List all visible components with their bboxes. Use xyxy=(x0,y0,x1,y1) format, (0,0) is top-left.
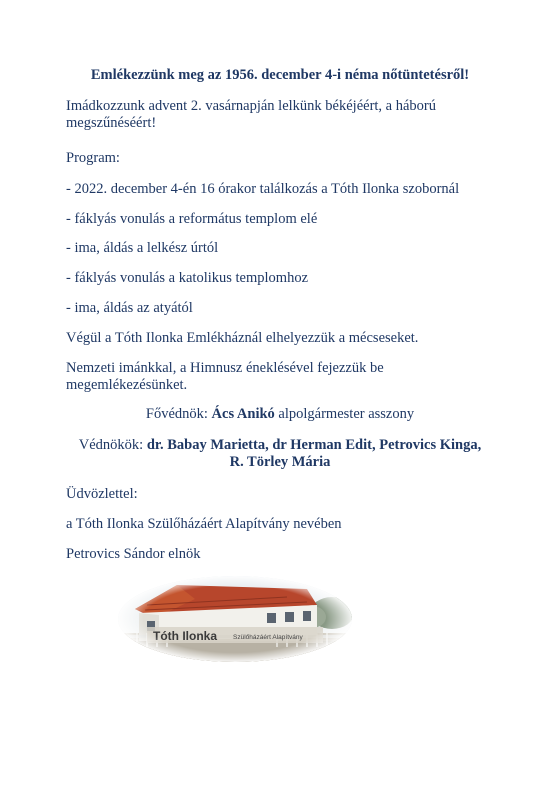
candles-paragraph: Végül a Tóth Ilonka Emlékháznál elhelyezzük a mécseseket. xyxy=(66,330,419,346)
patron-role: alpolgármester asszony xyxy=(274,406,415,422)
patrons-names-2: R. Törley Mária xyxy=(229,454,331,470)
patrons-label: Védnökök: xyxy=(78,437,147,453)
program-item: - fáklyás vonulás a katolikus templomhoz xyxy=(66,270,309,286)
patron-line xyxy=(40,406,520,423)
memorial-house-photo xyxy=(117,575,353,663)
patron-name: Ács Anikó xyxy=(211,406,275,422)
intro-paragraph: Imádkozzunk advent 2. vasárnapján lelkünk békéjéért, a háború megszűnéséért! xyxy=(66,98,437,131)
program-item: - ima, áldás a lelkész úrtól xyxy=(66,240,219,256)
patrons-line xyxy=(40,437,520,471)
signature-org: a Tóth Ilonka Szülőházáért Alapítvány nevében xyxy=(66,516,342,532)
signature-name: Petrovics Sándor elnök xyxy=(66,546,201,562)
photo-content xyxy=(117,575,353,663)
program-item: - 2022. december 4-én 16 órakor találkozás a Tóth Ilonka szobornál xyxy=(66,181,460,197)
program-item: - ima, áldás az atyától xyxy=(66,300,193,316)
program-item: - fáklyás vonulás a református templom elé xyxy=(66,211,318,227)
greeting: Üdvözlettel: xyxy=(66,486,138,502)
patron-label: Fővédnök: xyxy=(145,406,212,422)
document-title: Emlékezzünk meg az 1956. december 4-i néma nőtüntetésről! xyxy=(90,67,470,83)
closing-paragraph: Nemzeti imánkkal, a Himnusz éneklésével fejezzük be megemlékezésünket. xyxy=(66,360,384,393)
program-label: Program: xyxy=(66,150,120,166)
patrons-names-1: dr. Babay Marietta, dr Herman Edit, Petrovics Kinga, xyxy=(146,437,482,453)
